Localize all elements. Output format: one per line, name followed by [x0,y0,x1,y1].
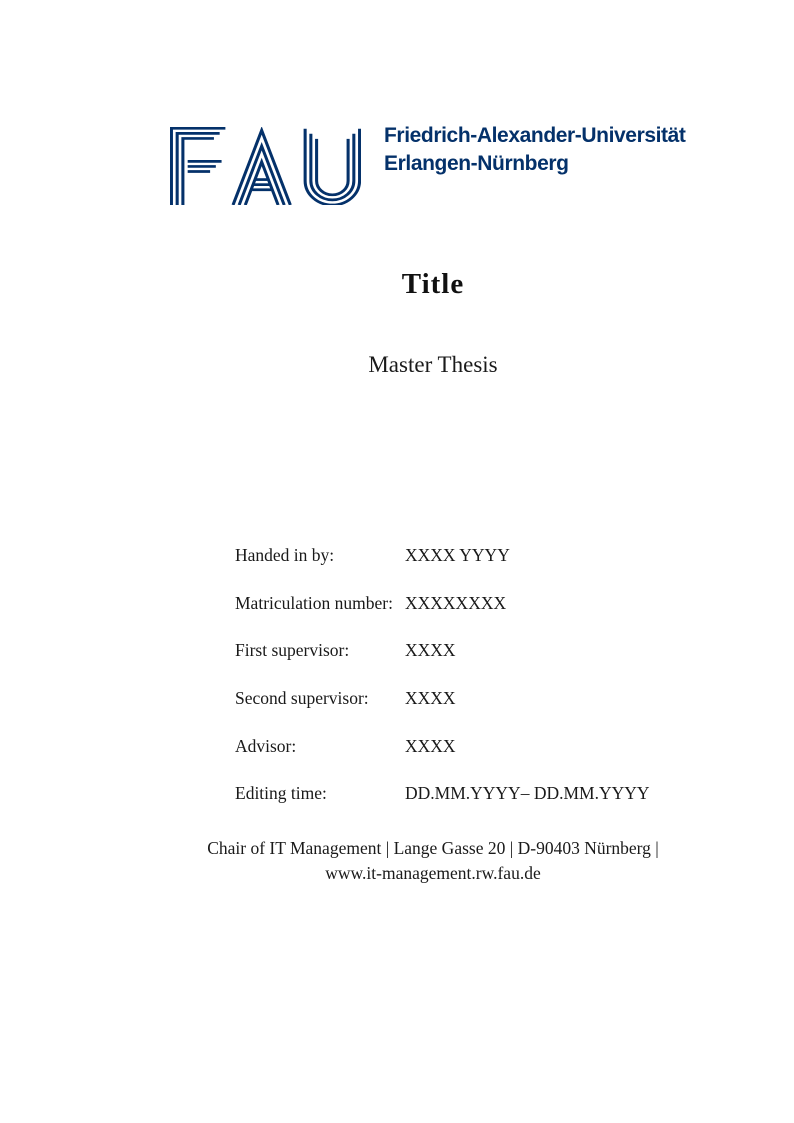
info-row-editing-time [235,783,650,831]
info-value: DD.MM.YYYY– DD.MM.YYYY [405,783,650,804]
info-value: XXXX [405,640,456,661]
info-label: First supervisor: [235,640,350,661]
info-value: XXXX YYYY [405,545,510,565]
info-row-second-supervisor [235,688,650,736]
university-wordmark [384,122,686,177]
info-row-advisor [235,736,650,784]
info-value: XXXX [405,735,456,756]
info-label: Matriculation number: [235,592,393,613]
info-label: Second supervisor: [235,688,369,709]
footer-url: www.it-management.rw.fau.de [325,862,541,883]
wordmark-line1: Friedrich-Alexander-Universität [384,124,686,147]
info-row-first-supervisor [235,640,650,688]
info-label: Handed in by: [235,545,335,565]
info-table [235,545,650,831]
footer-address: Chair of IT Management | Lange Gasse 20 | D-90403 Nürnberg | [207,838,659,858]
info-label: Editing time: [235,783,327,804]
thesis-title: Title [401,268,465,300]
info-label: Advisor: [235,735,297,756]
info-row-matriculation-number [235,593,650,641]
info-value: XXXX [405,688,456,709]
info-row-handed-in-by [235,545,650,593]
thesis-type: Master Thesis [368,352,498,377]
wordmark-line2: Erlangen-Nürnberg [384,151,569,175]
fau-logo-icon [170,127,361,205]
chair-footer [72,836,794,885]
info-value: XXXXXXXX [405,592,507,613]
